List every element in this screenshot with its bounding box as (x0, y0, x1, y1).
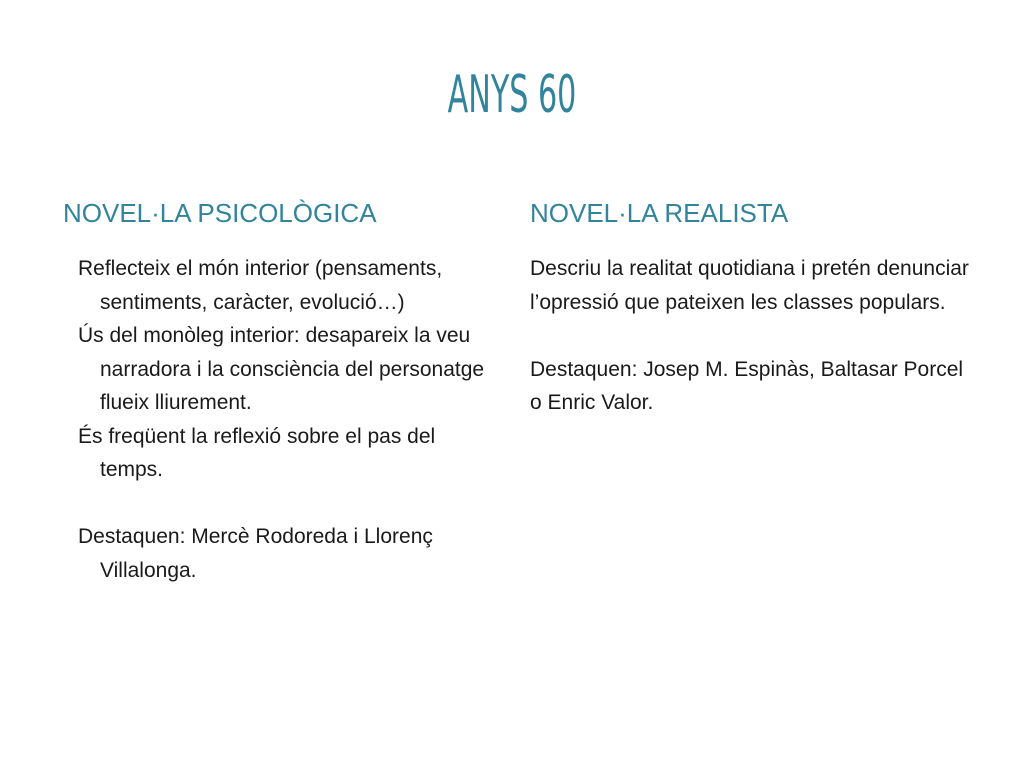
authors-paragraph: Destaquen: Josep M. Espinàs, Baltasar Porcel o Enric Valor. (530, 357, 964, 414)
right-column-heading: NOVEL·LA REALISTA (530, 198, 789, 228)
left-column (63, 196, 493, 587)
paragraph: És freqüent la reflexió sobre el pas del temps. (78, 424, 436, 481)
paragraph: Reflecteix el món interior (pensaments, sentiments, caràcter, evolució…) (78, 257, 443, 314)
authors-paragraph: Destaquen: Mercè Rodoreda i Llorenç Villalonga. (78, 525, 433, 582)
slide-title: ANYS 60 (447, 65, 577, 125)
right-column (530, 196, 970, 420)
right-column-body (530, 252, 970, 420)
left-column-heading: NOVEL·LA PSICOLÒGICA (63, 198, 377, 228)
paragraph: Ús del monòleg interior: desapareix la veu narradora i la consciència del personatge flueix lliurement. (78, 324, 485, 414)
left-column-body (63, 252, 493, 587)
paragraph: Descriu la realitat quotidiana i pretén denunciar l’opressió que pateixen les classes populars. (530, 257, 969, 314)
